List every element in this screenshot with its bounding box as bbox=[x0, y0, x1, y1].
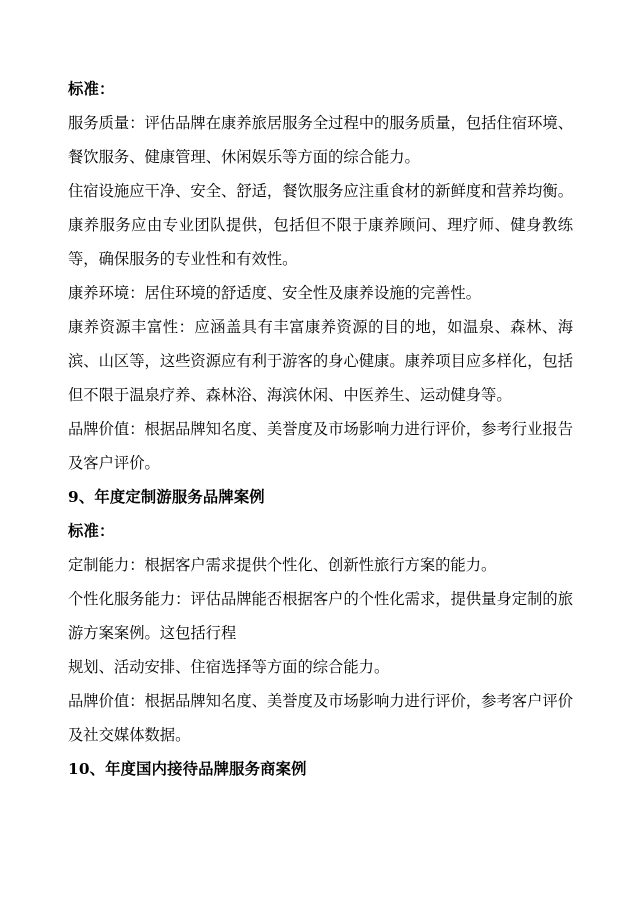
paragraph-resource-richness: 康养资源丰富性：应涵盖具有丰富康养资源的目的地，如温泉、森林、海滨、山区等，这些资源应有利于游客的身心健康。康养项目应多样化，包括但不限于温泉疗养、森林浴、海滨休闲、中医养生、运动健身等。 bbox=[68, 318, 573, 404]
paragraph-health-environment: 康养环境：居住环境的舒适度、安全性及康养设施的完善性。 bbox=[68, 284, 482, 302]
paragraph-personalized-service: 个性化服务能力：评估品牌能否根据客户的个性化需求，提供量身定制的旅游方案案例。这包括行程 bbox=[68, 590, 573, 642]
document-body bbox=[68, 72, 573, 786]
section-heading-10: 10、年度国内接待品牌服务商案例 bbox=[68, 760, 307, 778]
section-heading-9: 9、年度定制游服务品牌案例 bbox=[68, 488, 265, 506]
paragraph-brand-value-2: 品牌价值：根据品牌知名度、美誉度及市场影响力进行评价，参考客户评价及社交媒体数据。 bbox=[68, 692, 573, 744]
section-label-standard-1: 标准： bbox=[68, 80, 115, 98]
paragraph-customization-ability: 定制能力：根据客户需求提供个性化、创新性旅行方案的能力。 bbox=[68, 556, 497, 574]
paragraph-planning: 规划、活动安排、住宿选择等方面的综合能力。 bbox=[68, 658, 390, 676]
paragraph-facilities: 住宿设施应干净、安全、舒适，餐饮服务应注重食材的新鲜度和营养均衡。康养服务应由专业团队提供，包括但不限于康养顾问、理疗师、健身教练等，确保服务的专业性和有效性。 bbox=[68, 182, 573, 268]
paragraph-brand-value-1: 品牌价值：根据品牌知名度、美誉度及市场影响力进行评价，参考行业报告及客户评价。 bbox=[68, 420, 573, 472]
section-label-standard-2: 标准： bbox=[68, 522, 115, 540]
paragraph-service-quality: 服务质量：评估品牌在康养旅居服务全过程中的服务质量，包括住宿环境、餐饮服务、健康管理、休闲娱乐等方面的综合能力。 bbox=[68, 114, 573, 166]
